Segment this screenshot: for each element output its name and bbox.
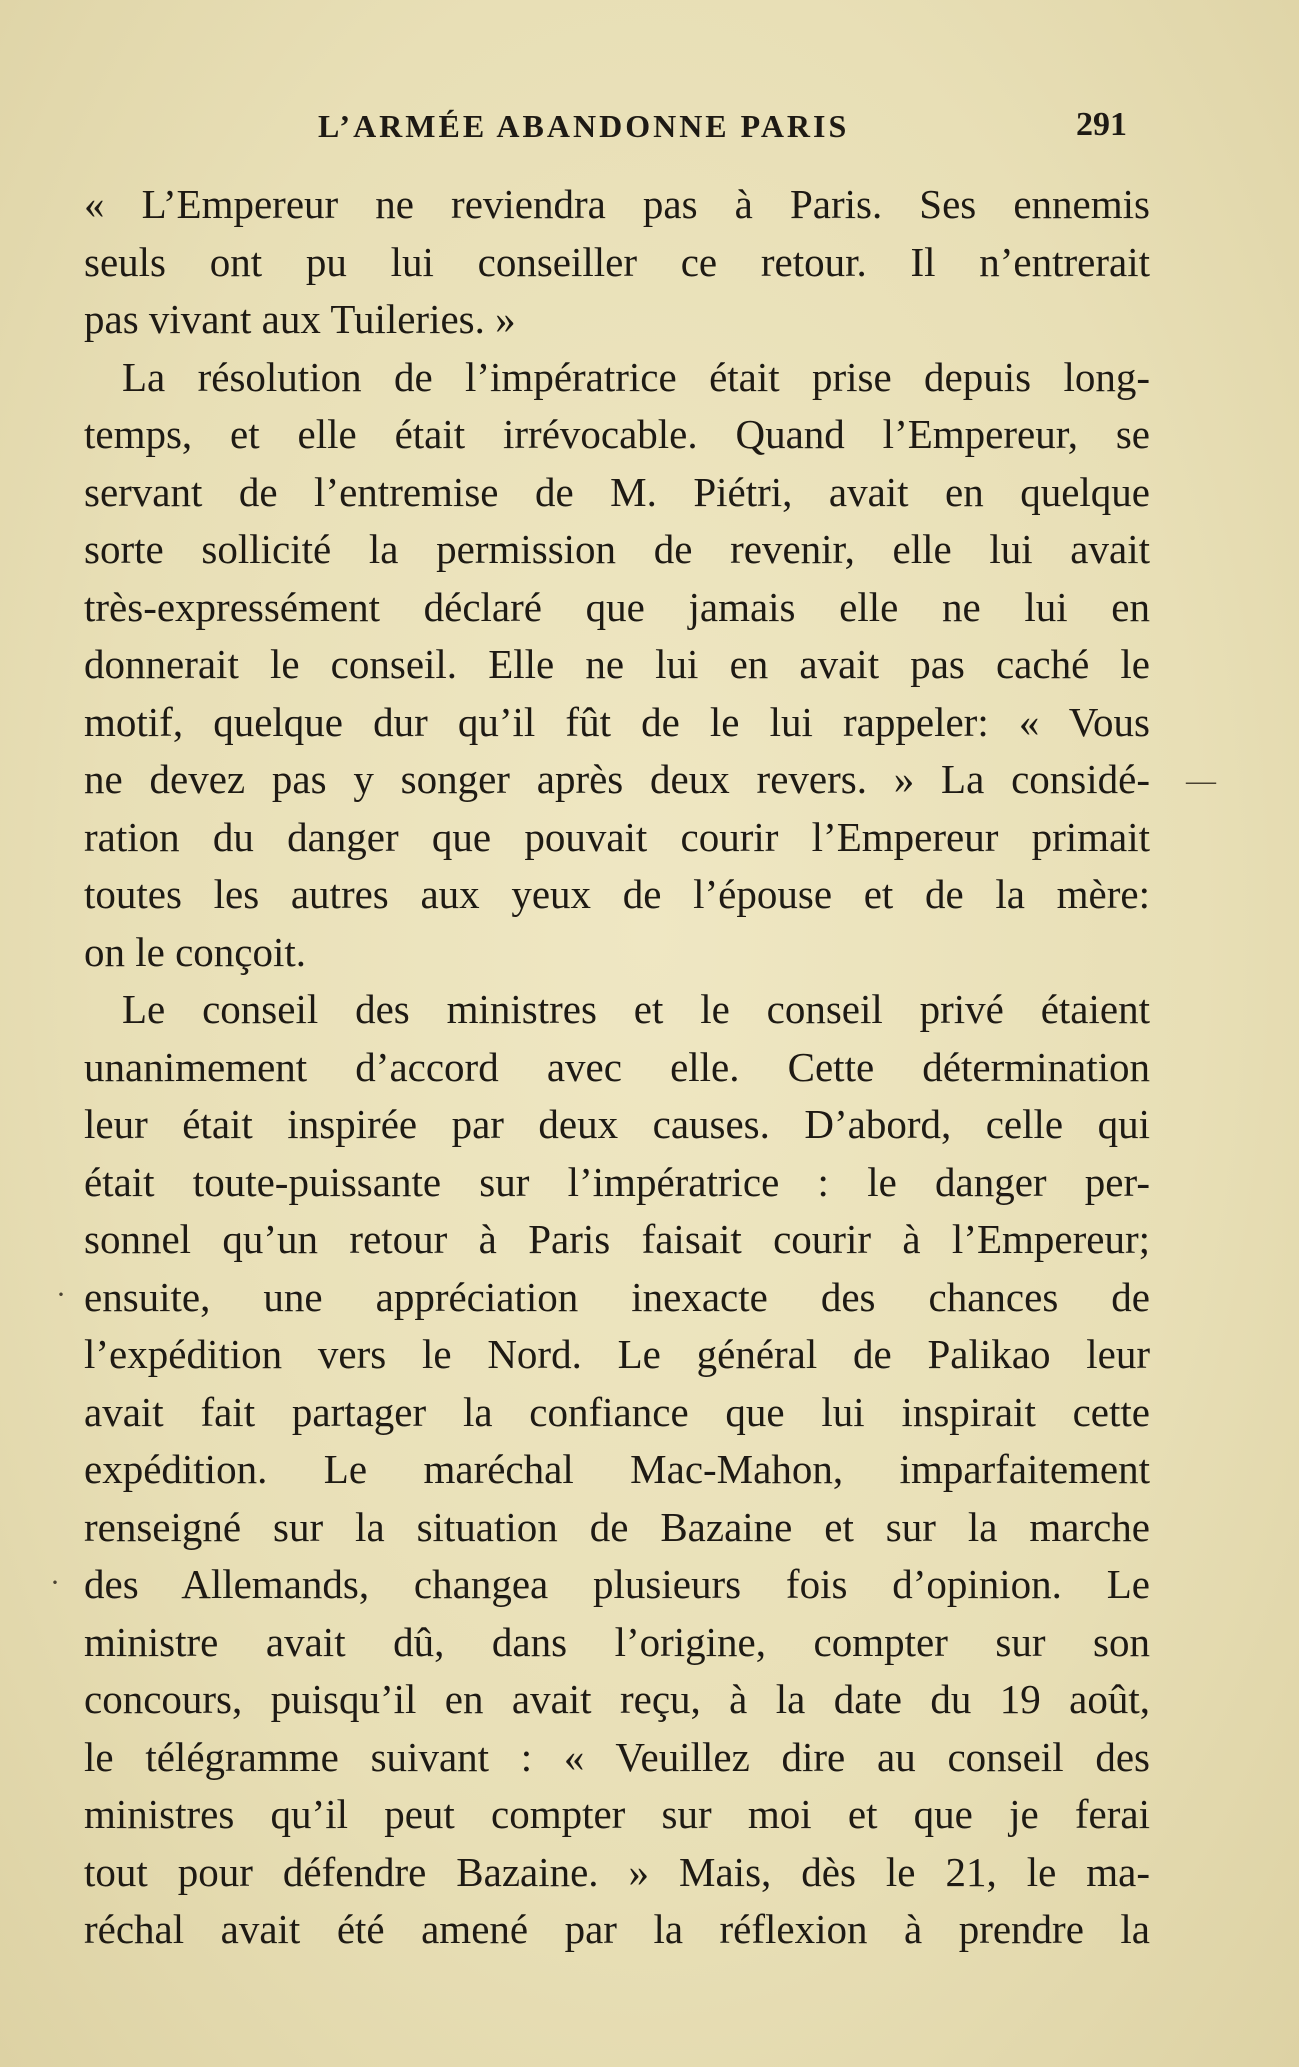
text-line: le télégramme suivant : « Veuillez dire au conseil des (84, 1733, 1150, 1780)
text-line: sonnel qu’un retour à Paris faisait courir à l’Empereur; (84, 1216, 1150, 1262)
text-line: tout pour défendre Bazaine. » Mais, dès le 21, le ma- (84, 1848, 1150, 1895)
text-line: ensuite, une appréciation inexacte des chances de (84, 1273, 1150, 1320)
text-line: donnerait le conseil. Elle ne lui en avait pas caché le (84, 641, 1150, 687)
paragraph-start-line: Le conseil des ministres et le conseil privé étaient (122, 986, 1150, 1032)
text-line: leur était inspirée par deux causes. D’abord, celle qui (84, 1101, 1150, 1147)
text-line: était toute-puissante sur l’impératrice : le danger per- (84, 1158, 1150, 1205)
text-line: unanimement d’accord avec elle. Cette détermination (84, 1043, 1150, 1090)
text-line: « L’Empereur ne reviendra pas à Paris. Ses ennemis (84, 181, 1150, 227)
text-line: pas vivant aux Tuileries. » (84, 296, 516, 342)
text-line: temps, et elle était irrévocable. Quand l’Empereur, se (84, 411, 1150, 457)
paragraph-start-line: La résolution de l’impératrice était prise depuis long- (122, 353, 1150, 400)
text-line: des Allemands, changea plusieurs fois d’opinion. Le (84, 1561, 1150, 1607)
margin-dot-mark: · (56, 1278, 66, 1311)
margin-dot-mark: · (50, 1566, 60, 1599)
text-line: servant de l’entremise de M. Piétri, avait en quelque (84, 468, 1150, 515)
text-line: toutes les autres aux yeux de l’épouse et de la mère: (84, 871, 1150, 917)
text-line: avait fait partager la confiance que lui inspirait cette (84, 1388, 1150, 1435)
text-line: l’expédition vers le Nord. Le général de Palikao leur (84, 1331, 1150, 1377)
margin-dash-mark: — (1186, 764, 1216, 797)
text-line: renseigné sur la situation de Bazaine et sur la marche (84, 1503, 1150, 1550)
text-line: ration du danger que pouvait courir l’Empereur primait (84, 813, 1150, 860)
text-line: concours, puisqu’il en avait reçu, à la date du 19 août, (84, 1676, 1150, 1722)
text-line: expédition. Le maréchal Mac-Mahon, imparfaitement (84, 1446, 1150, 1492)
body-text (84, 176, 1150, 1959)
text-line: très-expressément déclaré que jamais elle ne lui en (84, 583, 1150, 630)
text-line: ne devez pas y songer après deux revers. » La considé- (84, 756, 1150, 802)
text-line: ministre avait dû, dans l’origine, compter sur son (84, 1618, 1150, 1665)
page-number: 291 (1076, 106, 1127, 143)
text-line: motif, quelque dur qu’il fût de le lui rappeler: « Vous (84, 698, 1150, 745)
text-line: ministres qu’il peut compter sur moi et que je ferai (84, 1791, 1150, 1837)
text-line: on le conçoit. (84, 928, 307, 975)
text-line: sorte sollicité la permission de revenir, elle lui avait (84, 526, 1150, 572)
text-line: seuls ont pu lui conseiller ce retour. Il n’entrerait (84, 238, 1150, 285)
running-head: L’ARMÉE ABANDONNE PARIS (318, 108, 850, 144)
text-line: réchal avait été amené par la réflexion à prendre la (84, 1906, 1150, 1952)
